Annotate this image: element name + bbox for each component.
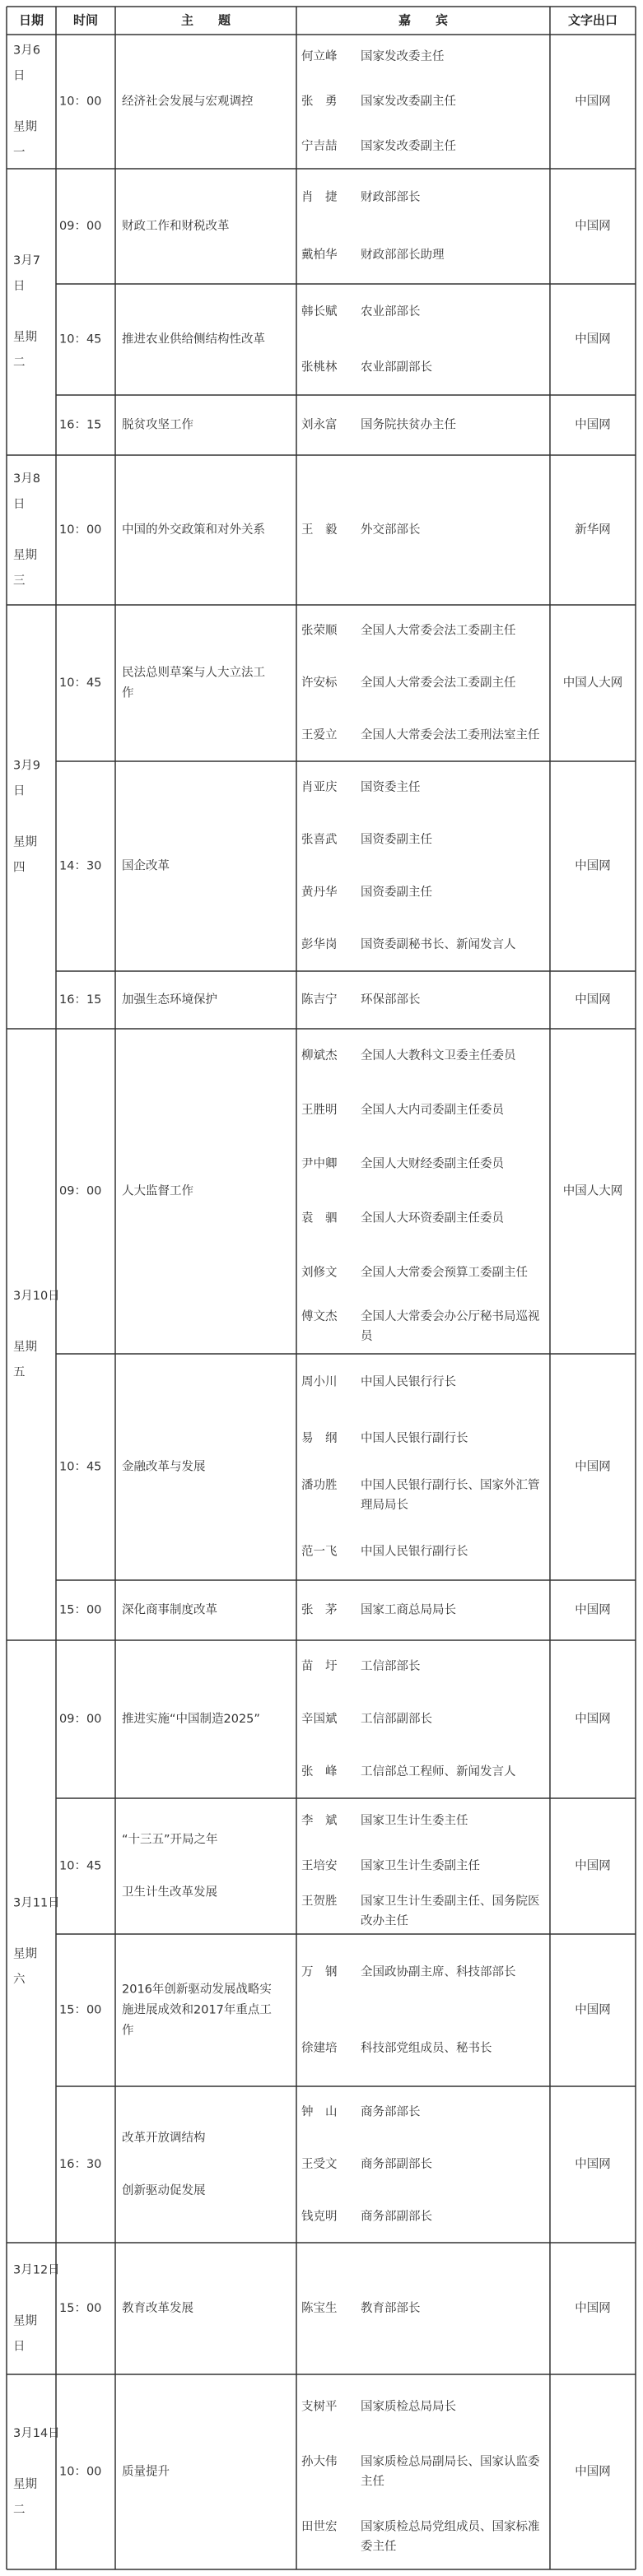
guest-title: 全国人大环资委副主任委员	[361, 1211, 504, 1225]
guest-title: 全国人大财经委副主任委员	[361, 1157, 504, 1171]
date-label: 六	[13, 1973, 26, 1987]
session-topic: 2016年创新驱动发展战略实	[122, 1983, 272, 1997]
guest-name: 傅文杰	[301, 1310, 338, 1324]
guest-name: 周小川	[301, 1375, 338, 1389]
session-topic: 作	[122, 2024, 134, 2038]
session-time: 14：30	[59, 859, 102, 873]
guest-title: 国家发改委副主任	[361, 95, 456, 109]
guest-title: 国家工商总局局长	[361, 1603, 456, 1617]
guest-name: 许安标	[301, 677, 338, 690]
guest-name: 支树平	[301, 2400, 338, 2414]
date-label: 3月6	[13, 44, 40, 58]
session-time: 10：00	[59, 523, 102, 537]
guest-title: 员	[361, 1330, 373, 1344]
date-label: 星期	[13, 549, 37, 562]
date-label: 日	[13, 2340, 26, 2354]
guest-name: 张喜武	[301, 833, 338, 847]
session-source: 中国网	[575, 1603, 611, 1617]
guest-title: 全国人大内司委副主任委员	[361, 1103, 504, 1117]
guest-title: 农业部部长	[361, 305, 421, 319]
guest-name: 肖 捷	[301, 191, 338, 204]
guest-name: 辛国斌	[301, 1713, 338, 1726]
guest-title: 国家卫生计生委主任	[361, 1814, 468, 1828]
guest-name: 王爱立	[301, 728, 338, 742]
guest-name: 肖亚庆	[301, 780, 338, 794]
session-topic: 改革开放调结构	[122, 2132, 206, 2145]
session-topic: 质量提升	[122, 2465, 170, 2479]
header-date: 日期	[18, 12, 44, 28]
session-topic: 财政工作和财税改革	[122, 220, 230, 233]
session-topic: 作	[122, 686, 134, 700]
session-topic: 国企改革	[122, 859, 170, 873]
guest-title: 国资委副主任	[361, 833, 432, 847]
date-label: 二	[13, 2504, 26, 2517]
guest-title: 国家质检总局党组成员、国家标准	[361, 2520, 540, 2534]
guest-title: 主任	[361, 2475, 384, 2489]
guest-title: 国家发改委主任	[361, 50, 445, 64]
guest-title: 商务部部长	[361, 2105, 421, 2119]
guest-name: 袁 驷	[301, 1211, 338, 1225]
date-label: 3月7	[13, 254, 40, 267]
guest-title: 中国人民银行行长	[361, 1375, 456, 1389]
guest-name: 彭华岗	[301, 938, 338, 952]
guest-title: 全国政协副主席、科技部部长	[361, 1965, 516, 1979]
session-source: 中国网	[575, 1713, 611, 1726]
session-time: 10：00	[59, 95, 102, 109]
guest-title: 全国人大常委会法工委刑法室主任	[361, 728, 540, 742]
date-label: 五	[13, 1366, 26, 1379]
header-source: 文字出口	[567, 12, 618, 28]
guest-title: 科技部党组成员、秘书长	[361, 2041, 492, 2055]
session-time: 16：15	[59, 418, 102, 432]
guest-title: 国家质检总局副局长、国家认监委	[361, 2455, 540, 2469]
session-source: 中国网	[575, 1460, 611, 1474]
guest-title: 中国人民银行副行长	[361, 1432, 468, 1446]
guest-title: 委主任	[361, 2540, 397, 2554]
date-label: 星期	[13, 120, 37, 134]
session-source: 中国网	[575, 859, 611, 873]
guest-title: 全国人大常委会法工委副主任	[361, 677, 516, 690]
date-label: 3月12日	[13, 2263, 60, 2277]
guest-title: 工信部部长	[361, 1660, 421, 1673]
date-label: 二	[13, 356, 26, 370]
session-source: 中国网	[575, 2302, 611, 2315]
guest-name: 孙大伟	[301, 2455, 338, 2469]
session-time: 10：45	[59, 1859, 102, 1873]
session-topic: 脱贫攻坚工作	[122, 418, 193, 432]
date-label: 三	[13, 574, 26, 588]
date-label: 星期	[13, 2314, 37, 2328]
guest-name: 黄丹华	[301, 886, 338, 900]
guest-name: 宁吉喆	[301, 139, 338, 153]
session-topic: 深化商事制度改革	[122, 1603, 217, 1617]
date-label: 日	[13, 280, 26, 293]
guest-name: 钱克明	[301, 2210, 338, 2224]
session-time: 10：45	[59, 1460, 102, 1474]
date-label: 星期	[13, 331, 37, 344]
guest-title: 财政部部长助理	[361, 249, 445, 262]
session-time: 15：00	[59, 1603, 102, 1617]
guest-name: 刘永富	[301, 418, 338, 432]
guest-name: 王胜明	[301, 1103, 338, 1117]
session-source: 中国人大网	[562, 677, 623, 690]
guest-title: 国家卫生计生委副主任、国务院医	[361, 1895, 540, 1909]
session-source: 中国网	[575, 95, 611, 109]
guest-title: 商务部副部长	[361, 2210, 432, 2224]
guest-title: 国家卫生计生委副主任	[361, 1859, 480, 1873]
date-label: 3月11日	[13, 1896, 60, 1910]
guest-title: 全国人大常委会办公厅秘书局巡视	[361, 1310, 540, 1324]
guest-name: 陈吉宁	[301, 993, 338, 1007]
guest-title: 全国人大常委会法工委副主任	[361, 624, 516, 638]
session-topic: 经济社会发展与宏观调控	[122, 95, 254, 109]
session-time: 16：30	[59, 2158, 102, 2171]
guest-name: 柳斌杰	[301, 1049, 338, 1062]
session-time: 09：00	[59, 1184, 102, 1198]
date-label: 3月9	[13, 759, 40, 773]
guest-title: 教育部部长	[361, 2302, 421, 2315]
guest-name: 万 钢	[301, 1965, 338, 1979]
session-time: 16：15	[59, 993, 102, 1007]
guest-name: 王贺胜	[301, 1895, 338, 1909]
session-topic: 人大监督工作	[122, 1184, 193, 1198]
session-topic: 施进展成效和2017年重点工	[122, 2003, 272, 2017]
session-source: 中国网	[575, 418, 611, 432]
header-time: 时间	[72, 12, 99, 28]
guest-name: 韩长赋	[301, 305, 338, 319]
guest-title: 全国人大教科文卫委主任委员	[361, 1049, 516, 1062]
guest-title: 中国人民银行副行长、国家外汇管	[361, 1478, 540, 1492]
guest-name: 张桃林	[301, 360, 338, 374]
session-topic: 中国的外交政策和对外关系	[122, 523, 265, 537]
session-time: 15：00	[59, 2003, 102, 2017]
guest-title: 国资委副秘书长、新闻发言人	[361, 938, 516, 952]
date-label: 星期	[13, 1947, 37, 1961]
session-topic: 推进农业供给侧结构性改革	[122, 332, 265, 346]
guest-name: 徐建培	[301, 2041, 338, 2055]
session-source: 中国网	[575, 220, 611, 233]
guest-title: 商务部副部长	[361, 2158, 432, 2171]
guest-name: 何立峰	[301, 50, 338, 64]
guest-name: 钟 山	[301, 2105, 338, 2119]
guest-title: 国资委副主任	[361, 886, 432, 900]
date-label: 星期	[13, 2478, 37, 2491]
guest-title: 农业部副部长	[361, 360, 432, 374]
session-topic: 金融改革与发展	[122, 1460, 206, 1474]
session-source: 新华网	[575, 523, 611, 537]
table-content	[13, 13, 622, 2554]
session-topic: 创新驱动促发展	[122, 2184, 206, 2197]
guest-name: 易 纲	[301, 1432, 338, 1446]
date-label: 日	[13, 69, 26, 83]
date-label: 3月10日	[13, 1290, 60, 1303]
session-time: 09：00	[59, 1713, 102, 1726]
session-source: 中国人大网	[562, 1184, 623, 1198]
guest-title: 国家质检总局局长	[361, 2400, 456, 2414]
guest-name: 王培安	[301, 1859, 338, 1873]
session-source: 中国网	[575, 2465, 611, 2479]
session-topic: 加强生态环境保护	[122, 993, 217, 1007]
session-topic: 卫生计生改革发展	[122, 1886, 217, 1899]
guest-name: 张 勇	[301, 95, 338, 109]
session-source: 中国网	[575, 2158, 611, 2171]
guest-title: 环保部部长	[361, 993, 421, 1007]
guest-name: 戴柏华	[301, 249, 338, 262]
session-topic: “十三五”开局之年	[122, 1833, 218, 1847]
guest-title: 中国人民银行副行长	[361, 1545, 468, 1559]
session-time: 09：00	[59, 220, 102, 233]
guest-title: 理局局长	[361, 1498, 408, 1512]
date-label: 星期	[13, 835, 37, 849]
date-label: 日	[13, 784, 26, 798]
date-label: 星期	[13, 1341, 37, 1354]
guest-name: 尹中卿	[301, 1157, 338, 1171]
session-source: 中国网	[575, 1859, 611, 1873]
guest-title: 全国人大常委会预算工委副主任	[361, 1266, 528, 1280]
date-label: 一	[13, 146, 26, 160]
date-label: 日	[13, 498, 26, 511]
date-label: 3月8	[13, 472, 40, 486]
guest-name: 范一飞	[301, 1545, 338, 1559]
session-time: 10：45	[59, 677, 102, 690]
date-label: 3月14日	[13, 2427, 60, 2440]
guest-name: 陈宝生	[301, 2302, 338, 2315]
date-label: 四	[13, 861, 26, 875]
guest-title: 改办主任	[361, 1914, 408, 1928]
guest-name: 刘修文	[301, 1266, 338, 1280]
table-grid	[7, 7, 636, 2569]
guest-title: 外交部部长	[361, 523, 421, 537]
guest-name: 张荣顺	[301, 624, 338, 638]
session-source: 中国网	[575, 2003, 611, 2017]
header-guests: 嘉 宾	[398, 12, 449, 28]
guest-name: 张 峰	[301, 1765, 338, 1779]
header-topic: 主 题	[180, 12, 231, 28]
guest-title: 工信部总工程师、新闻发言人	[361, 1765, 516, 1779]
session-time: 10：00	[59, 2465, 102, 2479]
guest-title: 财政部部长	[361, 191, 421, 204]
session-source: 中国网	[575, 332, 611, 346]
guest-name: 张 茅	[301, 1603, 338, 1617]
guest-title: 工信部副部长	[361, 1713, 432, 1726]
guest-title: 国资委主任	[361, 780, 421, 794]
guest-name: 田世宏	[301, 2520, 338, 2534]
guest-title: 国务院扶贫办主任	[361, 418, 456, 432]
session-time: 10：45	[59, 332, 102, 346]
guest-name: 苗 圩	[301, 1660, 338, 1673]
session-topic: 推进实施“中国制造2025”	[122, 1713, 260, 1726]
guest-name: 王受文	[301, 2158, 338, 2171]
session-source: 中国网	[575, 993, 611, 1007]
guest-name: 王 毅	[301, 523, 338, 537]
session-time: 15：00	[59, 2302, 102, 2315]
session-topic: 民法总则草案与人大立法工	[122, 666, 265, 680]
guest-title: 国家发改委副主任	[361, 139, 456, 153]
guest-name: 李 斌	[301, 1814, 338, 1828]
guest-name: 潘功胜	[301, 1478, 338, 1492]
session-topic: 教育改革发展	[122, 2302, 193, 2315]
